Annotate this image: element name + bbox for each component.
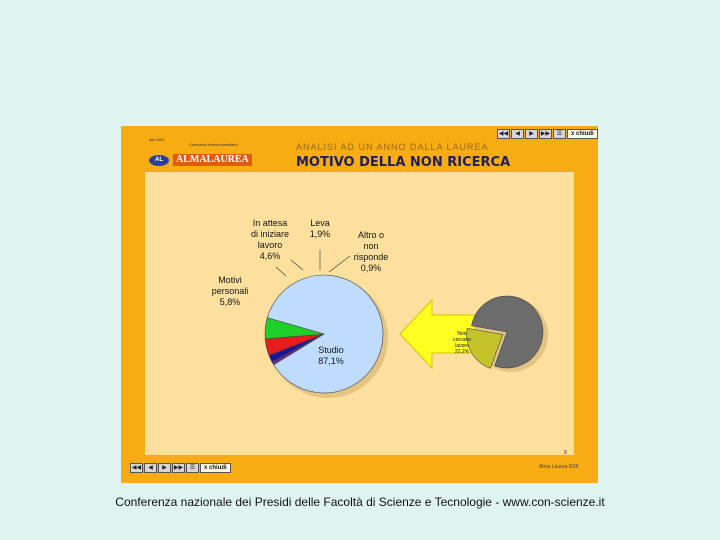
slide-supertitle: ANALISI AD UN ANNO DALLA LAUREA <box>296 142 489 152</box>
almalaurea-logo <box>147 133 287 169</box>
next-slide-button[interactable]: ▶ <box>525 129 538 139</box>
chart-canvas <box>145 172 574 455</box>
last-slide-button[interactable]: ▶▶ <box>173 464 184 471</box>
first-slide-button[interactable]: ◀◀ <box>498 130 509 137</box>
close-button[interactable]: x chiudi <box>200 463 231 473</box>
slide-title: MOTIVO DELLA NON RICERCA <box>296 155 511 170</box>
label-leva: Leva 1,9% <box>309 218 331 239</box>
slide <box>121 126 598 483</box>
prev-slide-button[interactable]: ◀ <box>511 129 524 139</box>
last-slide-button[interactable]: ▶▶ <box>540 130 551 137</box>
label-altro: Altro o non risponde 0,9% <box>353 230 389 273</box>
page-number: 9 <box>564 450 567 456</box>
slide-index-button[interactable]: ☰ <box>186 463 199 473</box>
page-caption: Conferenza nazionale dei Presidi delle Facoltà di Scienze e Tecnologie - www.con-scienze.it <box>115 495 605 509</box>
logo-brand: ALMALAUREA <box>173 154 252 166</box>
logo-badge: AL <box>149 155 169 166</box>
close-button[interactable]: x chiudi <box>567 129 598 139</box>
slide-index-button[interactable]: ☰ <box>553 129 566 139</box>
chart-panel <box>145 172 574 455</box>
label-non-cercano: Non cercano lavoro 22,2% <box>453 331 471 355</box>
label-in-attesa: In attesa di iniziare lavoro 4,6% <box>250 218 290 261</box>
logo-year: dal 1994 <box>149 137 165 142</box>
label-studio: Studio 87,1% <box>318 345 344 366</box>
logo-subtitle: Consorzio Interuniversitario <box>189 142 238 147</box>
nav-bar-top <box>497 129 598 139</box>
first-slide-button[interactable]: ◀◀ <box>131 464 142 471</box>
leader-motivi <box>276 267 286 276</box>
slide-footnote: Alma Laurea 9/36 <box>539 464 579 470</box>
prev-slide-button[interactable]: ◀ <box>144 463 157 473</box>
label-motivi-personali: Motivi personali 5,8% <box>211 275 249 307</box>
nav-bar-bottom <box>130 463 231 473</box>
next-slide-button[interactable]: ▶ <box>158 463 171 473</box>
